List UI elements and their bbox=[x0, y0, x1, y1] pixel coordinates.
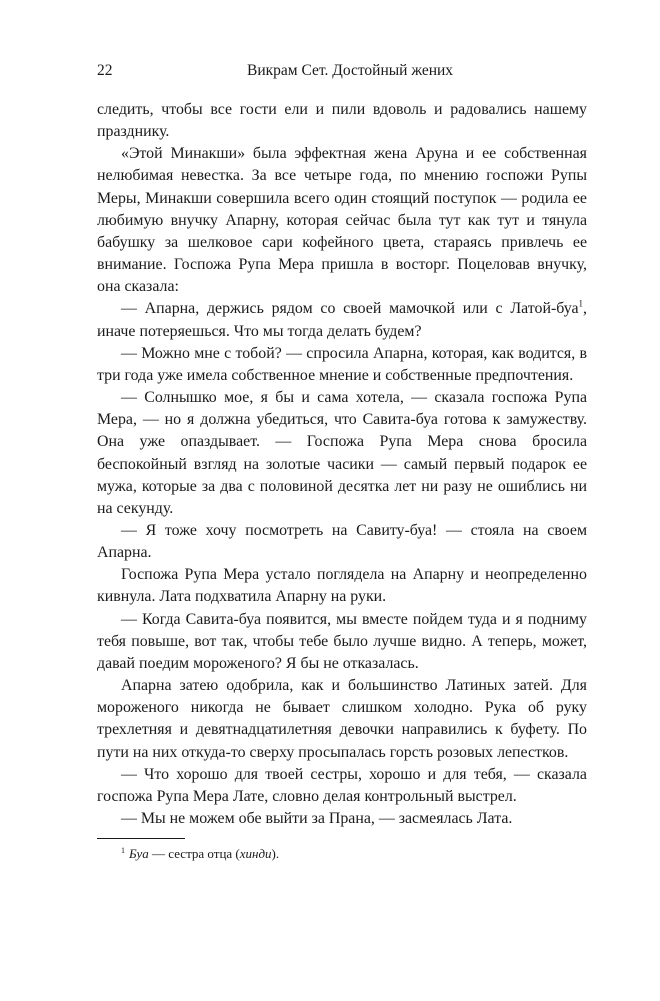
paragraph: — Мы не можем обе выйти за Прана, — засмеялась Лата. bbox=[121, 810, 513, 827]
paragraph-text: , иначе потеряешься. Что мы тогда делать будем? bbox=[97, 300, 587, 340]
footnote-mark: 1 bbox=[121, 845, 125, 855]
footnote-language: хинди bbox=[239, 846, 272, 862]
footnote-term: Буа bbox=[129, 846, 149, 862]
paragraph-text: — Апарна, держись рядом со своей мамочкой или с Латой-буа bbox=[121, 300, 579, 318]
running-header bbox=[97, 60, 587, 82]
paragraph: Апарна затею одобрила, как и большинство Латиных затей. Для мороженого никогда не бывает слишком холодно. Рука об руку трехлетняя и девятнадцатилетняя девочки направились к буфету. По пути на них откуда-то сверху просыпалась горсть розовых лепестков. bbox=[97, 677, 587, 761]
running-title: Викрам Сет. Достойный жених bbox=[247, 62, 454, 79]
paragraph: — Солнышко мое, я бы и сама хотела, — сказала госпожа Рупа Мера, — но я должна убедиться, что Савита-буа готова к замужеству. Она уже опаздывает. — Госпожа Рупа Мера снова бросила беспокойный взгляд на золотые часики — самый первый подарок ее мужа, которые за два с половиной десятка лет ни разу не ошиблись ни на секунду. bbox=[97, 389, 587, 517]
paragraph: — Я тоже хочу посмотреть на Савиту-буа! — стояла на своем Апарна. bbox=[97, 521, 587, 562]
footnote-text: — сестра отца ( bbox=[148, 846, 240, 862]
paragraph: — Что хорошо для твоей сестры, хорошо и для тебя, — сказала госпожа Рупа Мера Лате, словно делая контрольный выстрел. bbox=[97, 765, 587, 805]
paragraph: Госпожа Рупа Мера устало поглядела на Апарну и неопределенно кивнула. Лата подхватила Апарну на руки. bbox=[97, 566, 587, 606]
book-page bbox=[97, 60, 587, 863]
paragraph: следить, чтобы все гости ели и пили вдоволь и радовались нашему празднику. bbox=[97, 101, 587, 141]
body-text bbox=[97, 99, 587, 830]
paragraph: — Когда Савита-буа появится, мы вместе пойдем туда и я подниму тебя повыше, вот так, чтобы тебе было лучше видно. А теперь, может, давай поедим мороженого? Я бы не отказалась. bbox=[97, 610, 587, 672]
footnote-reference: 1 bbox=[578, 299, 584, 310]
paragraph bbox=[97, 298, 587, 342]
paragraph: «Этой Минакши» была эффектная жена Аруна и ее собственная нелюбимая невестка. За все четыре года, по мнению госпожи Рупы Меры, Минакши совершила всего один стоящий поступок — родила ее любимую внучку Апарну, которая сейчас была тут как тут и тянула бабушку за шелковое сари кофейного цвета, стараясь привлечь ее внимание. Госпожа Рупа Мера пришла в восторг. Поцеловав внучку, она сказала: bbox=[97, 145, 587, 296]
footnote-divider bbox=[97, 838, 185, 839]
footnote bbox=[97, 845, 587, 863]
page-number: 22 bbox=[97, 62, 113, 79]
paragraph: — Можно мне с тобой? — спросила Апарна, которая, как водится, в три года уже имела собственное мнение и собственные предпочтения. bbox=[97, 344, 587, 384]
footnote-close: ). bbox=[271, 846, 280, 862]
